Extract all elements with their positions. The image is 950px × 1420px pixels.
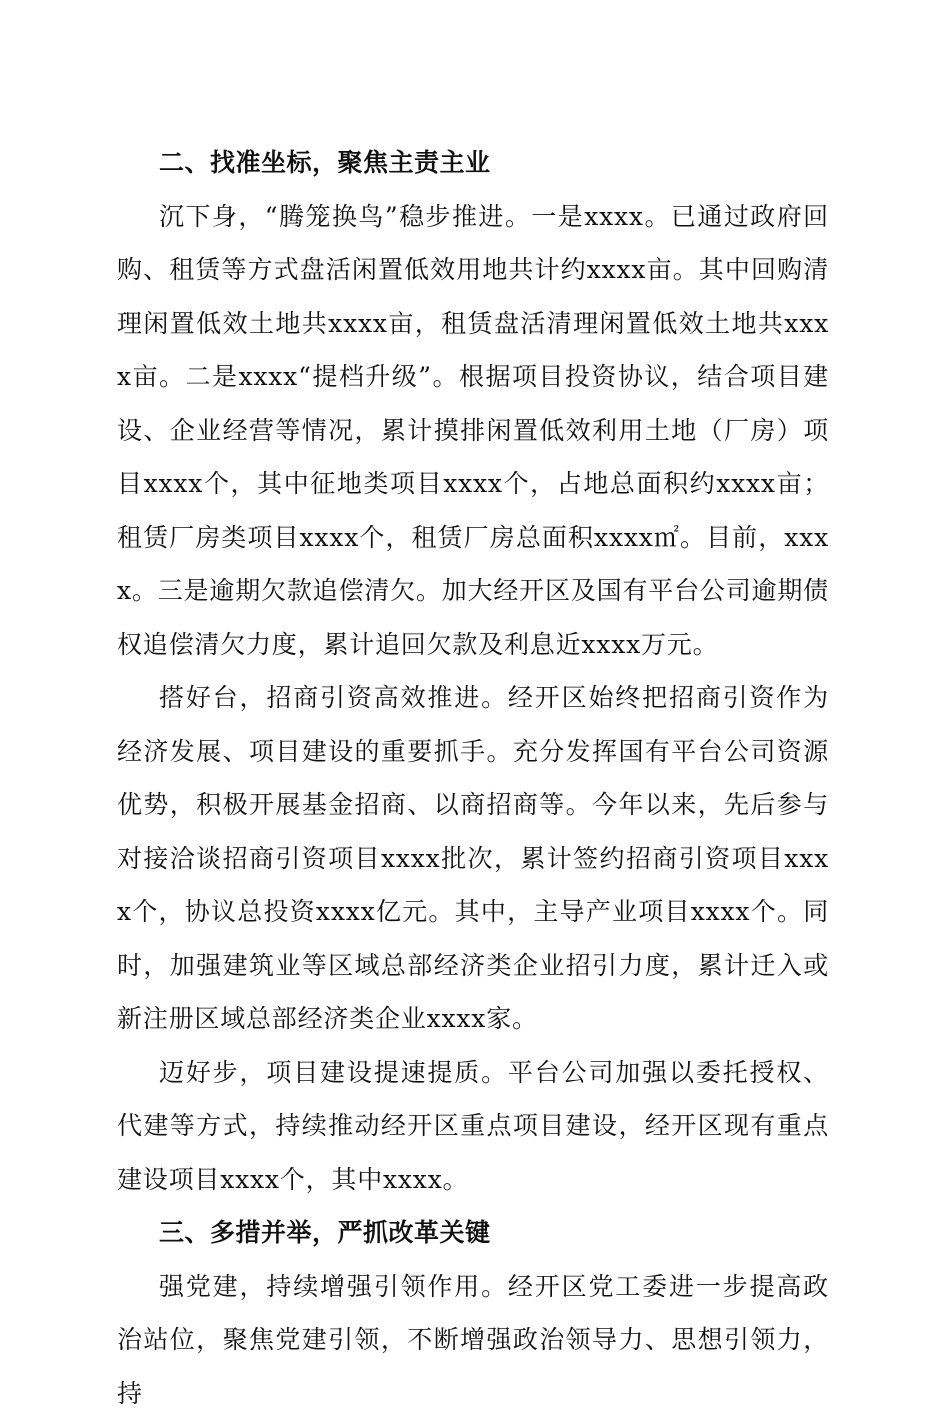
paragraph-project-construction: 迈好步，项目建设提速提质。平台公司加强以委托授权、代建等方式，持续推动经开区重点项目建设，经开区现有重点建设项目xxxx个，其中xxxx。: [117, 1046, 829, 1207]
document-page: [117, 136, 829, 1420]
section-heading-3: 三、多措并举，严抓改革关键: [117, 1206, 829, 1260]
paragraph-party-building: 强党建，持续增强引领作用。经开区党工委进一步提高政治站位，聚焦党建引领，不断增强政治领导力、思想引领力，持: [117, 1260, 829, 1420]
paragraph-investment-promotion: 搭好台，招商引资高效推进。经开区始终把招商引资作为经济发展、项目建设的重要抓手。充分发挥国有平台公司资源优势，积极开展基金招商、以商招商等。今年以来，先后参与对接洽谈招商引资项目xxxx批次，累计签约招商引资项目xxxx个，协议总投资xxxx亿元。其中，主导产业项目xxxx个。同时，加强建筑业等区域总部经济类企业招引力度，累计迁入或新注册区域总部经济类企业xxxx家。: [117, 671, 829, 1046]
paragraph-tengong-huanniao: 沉下身，“腾笼换鸟”稳步推进。一是xxxx。已通过政府回购、租赁等方式盘活闲置低效用地共计约xxxx亩。其中回购清理闲置低效土地共xxxx亩，租赁盘活清理闲置低效土地共xxxx亩。二是xxxx“提档升级”。根据项目投资协议，结合项目建设、企业经营等情况，累计摸排闲置低效利用土地（厂房）项目xxxx个，其中征地类项目xxxx个，占地总面积约xxxx亩；租赁厂房类项目xxxx个，租赁厂房总面积xxxx㎡。目前，xxxx。三是逾期欠款追偿清欠。加大经开区及国有平台公司逾期债权追偿清欠力度，累计追回欠款及利息近xxxx万元。: [117, 190, 829, 672]
section-heading-2: 二、找准坐标，聚焦主责主业: [117, 136, 829, 190]
